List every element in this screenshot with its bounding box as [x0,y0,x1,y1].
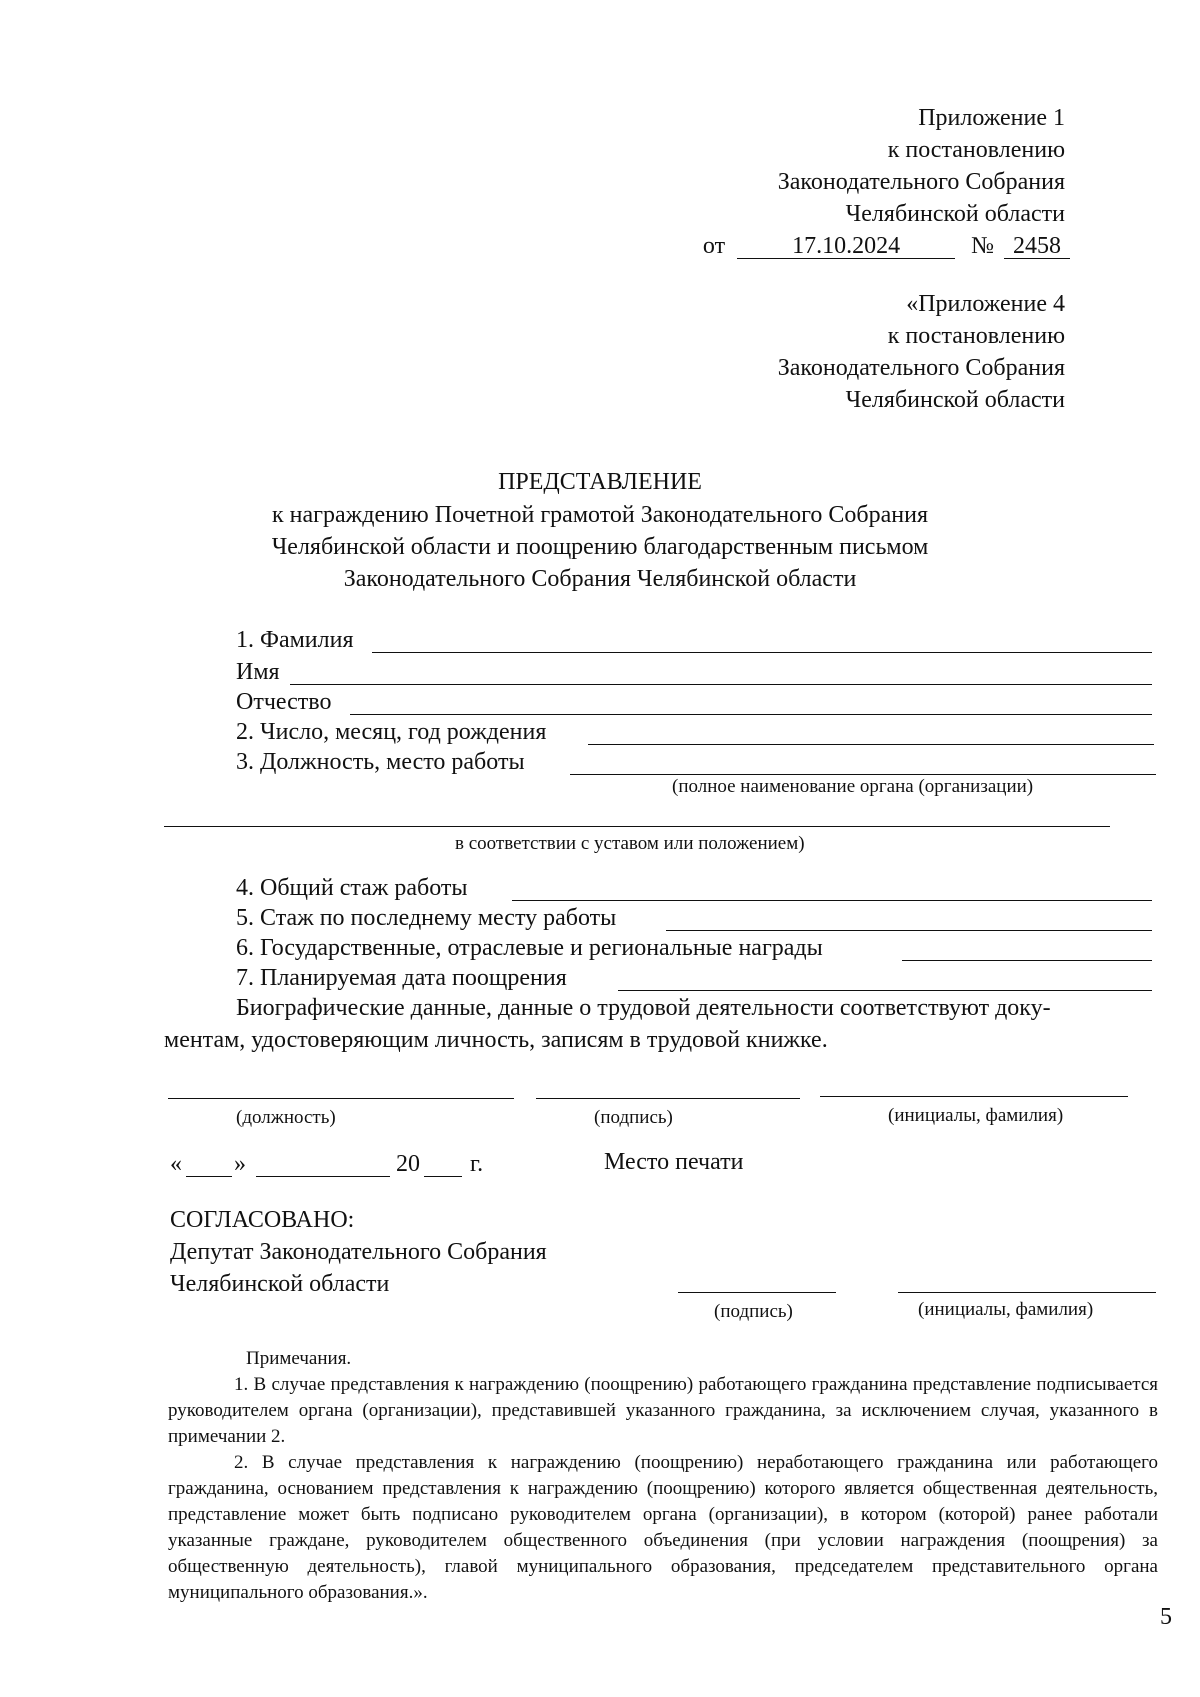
deputy-signature-line[interactable] [678,1292,836,1293]
resolution-number: 2458 [1004,234,1070,259]
patronymic-line[interactable] [350,714,1152,715]
signature-caption: (подпись) [594,1107,673,1128]
birthdate-line[interactable] [588,744,1154,745]
agreed-region: Челябинской области [170,1271,390,1297]
name-label: Имя [236,659,280,685]
appendix1-region: Челябинской области [845,201,1065,227]
appendix1-date-number [703,234,1070,259]
last-experience-line[interactable] [666,930,1152,931]
title-line-2: Челябинской области и поощрению благодарственным письмом [271,534,929,560]
total-experience-line[interactable] [512,900,1152,901]
year-suffix: г. [470,1151,484,1177]
org-hint-1: (полное наименование органа (организации) [672,776,1034,797]
planned-date-line[interactable] [618,990,1152,991]
title-line-1: к награждению Почетной грамотой Законодательного Собрания [272,502,928,528]
notes-section [168,1346,1158,1606]
appendix4-title: «Приложение 4 [906,291,1065,317]
number-label: № [971,233,994,259]
resolution-date: 17.10.2024 [737,234,955,259]
awards-line[interactable] [902,960,1152,961]
position-caption: (должность) [236,1107,336,1128]
month-line[interactable] [256,1176,390,1177]
appendix1-assembly: Законодательного Собрания [777,169,1065,195]
signer-signature-line[interactable] [536,1098,800,1099]
notes-heading: Примечания. [246,1348,352,1369]
surname-line[interactable] [372,652,1152,653]
name-line[interactable] [290,684,1152,685]
appendix4-assembly: Законодательного Собрания [777,355,1065,381]
statement-line-1: Биографические данные, данные о трудовой деятельности соответствуют доку- [236,995,1051,1021]
position-label: 3. Должность, место работы [236,749,525,775]
total-experience-label: 4. Общий стаж работы [236,875,468,901]
deputy-signature-caption: (подпись) [714,1301,793,1322]
stamp-place: Место печати [604,1149,744,1175]
deputy-name-line[interactable] [898,1292,1156,1293]
awards-label: 6. Государственные, отраслевые и региональные награды [236,935,823,961]
agreed-deputy: Депутат Законодательного Собрания [170,1239,547,1265]
date-quote-close: » [234,1151,246,1177]
patronymic-label: Отчество [236,689,332,715]
title-heading: ПРЕДСТАВЛЕНИЕ [498,469,702,495]
from-label: от [702,233,726,259]
organization-line[interactable] [164,826,1110,827]
page-number: 5 [1160,1604,1172,1630]
surname-label: 1. Фамилия [236,627,354,653]
last-experience-label: 5. Стаж по последнему месту работы [236,905,617,931]
org-hint-2: в соответствии с уставом или положением) [455,833,805,854]
planned-date-label: 7. Планируемая дата поощрения [236,965,567,991]
date-quote-open: « [170,1151,182,1177]
year-prefix: 20 [396,1151,420,1177]
year-line[interactable] [424,1176,462,1177]
note-1: 1. В случае представления к награждению (поощрению) работающего гражданина представление подписывается руководителем органа (организации), представившей указанного гражданина, за исключением случая, указанного в примечании 2. [168,1374,1158,1447]
appendix1-to-resolution: к постановлению [887,137,1065,163]
note-2: 2. В случае представления к награждению (поощрению) неработающего гражданина или работающего гражданина, основанием представления к награждению (поощрению) которого является общественная деятельность, представление может быть подписано руководителем органа (организации), в котором (которой) ранее работали указанные граждане, руководителем общественного объединения (при условии награждения (поощрения) за общественную деятельность), главой муниципального образования, председателем представительного органа муниципального образования.». [168,1452,1158,1603]
title-line-3: Законодательного Собрания Челябинской области [343,566,857,592]
agreed-heading: СОГЛАСОВАНО: [170,1207,355,1233]
statement-line-2: ментам, удостоверяющим личность, записям в трудовой книжке. [164,1027,828,1053]
signer-name-line[interactable] [820,1096,1128,1097]
signer-position-line[interactable] [168,1098,514,1099]
appendix1-title: Приложение 1 [918,105,1065,131]
position-line[interactable] [570,774,1156,775]
appendix4-region: Челябинской области [845,387,1065,413]
name-caption: (инициалы, фамилия) [888,1105,1064,1126]
day-line[interactable] [186,1176,232,1177]
appendix4-to-resolution: к постановлению [887,323,1065,349]
deputy-name-caption: (инициалы, фамилия) [918,1299,1094,1320]
birthdate-label: 2. Число, месяц, год рождения [236,719,547,745]
